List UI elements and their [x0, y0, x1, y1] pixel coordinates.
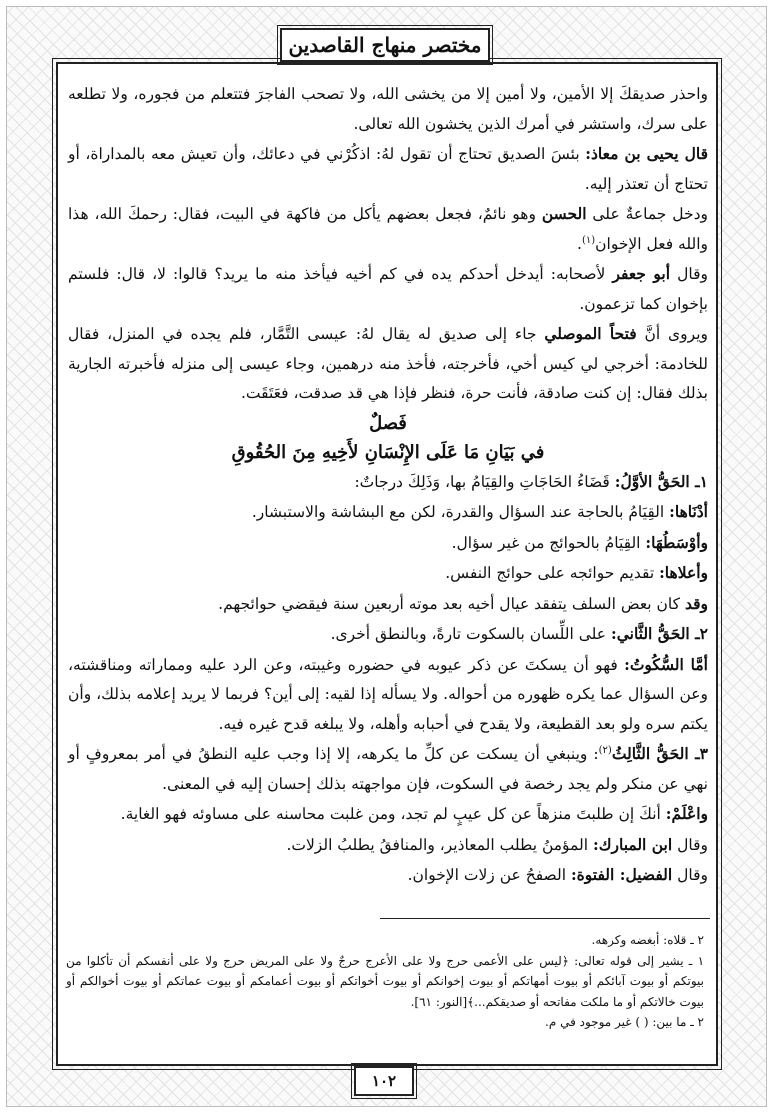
- paragraph-text: جاء إلى صديق له يقال لهُ: عيسى التَّمَّار، فلم يجده في المنزل، فقال للخادمة: أخرجي لي كيس أخي، فأخرجته، فأخذ منه درهمين، وجاء عيسى إلى منزله فأخبرته الجارية بذلك فقال: إن كنت صادقة، فأنت حرة، فنظر فإذا هي قد صدقت، فعَتَقَت.: [68, 325, 708, 402]
- degree-label: أدْنَاها:: [669, 502, 708, 521]
- paragraph-lead: واعْلَمْ:: [665, 804, 708, 823]
- right-heading: ٣ـ الحَقُّ الثَّالِثُ: [611, 744, 708, 763]
- paragraph-text: وقال: [670, 265, 709, 283]
- paragraph-text: كان بعض السلف يتفقد عيال أخيه بعد موته أربعين سنة فيقضي حوائجهم.: [218, 594, 685, 613]
- footnote-ref[interactable]: (١): [581, 234, 596, 246]
- right-heading: ١ـ الحَقُّ الأوَّلُ:: [614, 471, 708, 491]
- paragraph: [68, 497, 708, 528]
- page-number: ١٠٢: [371, 1072, 397, 1090]
- person-name: فتحاً الموصلي: [544, 324, 637, 343]
- page-number-box: [354, 1066, 414, 1096]
- header-box: [280, 28, 490, 62]
- paragraph: [68, 739, 708, 799]
- paragraph: [68, 319, 708, 409]
- paragraph: [68, 650, 708, 740]
- paragraph-text: لأصحابه: أيدخل أحدكم يده في كم أخيه فيأخذ منه ما يريد؟ قالوا: لا، قال: فلستم بإخوان كما تزعمون.: [68, 265, 708, 313]
- paragraph-text: القِيَامُ بالحوائج من غير سؤال.: [451, 533, 646, 552]
- paragraph-text: أنكَ إن طلبتَ منزهاً عن كل عيبٍ لم تجد، ومن غلبت محاسنه على مساوئه فهو الغاية.: [120, 805, 666, 823]
- paragraph-text: وهو نائمٌ، فجعل بعضهم يأكل من فاكهة في البيت، فقال: رحمكَ الله، هذا والله فعل الإخوان: [68, 205, 708, 253]
- person-name: أبو جعفر: [612, 264, 671, 283]
- main-text: [68, 80, 708, 891]
- paragraph-text: الصفحُ عن زلات الإخوان.: [407, 866, 571, 884]
- paragraph: [68, 830, 708, 861]
- paragraph-text: ودخل جماعةٌ على: [586, 205, 708, 223]
- section-heading: في بَيَانِ مَا عَلَى الإِنْسَانِ لأَخِيهِ مِنَ الحُقُوقِ: [231, 441, 545, 463]
- paragraph-text: قَضَاءُ الحَاجَاتِ والقِيَامُ بها، وَذَلِكَ درجاتٌ:: [354, 472, 615, 491]
- degree-label: وأعلاها:: [659, 563, 708, 582]
- book-title: مختصر منهاج القاصدين: [288, 33, 482, 57]
- paragraph-text: وقال: [672, 866, 708, 884]
- paragraph: واحذر صديقكَ إلا الأمين، ولا أمين إلا من يخشى الله، ولا تصحب الفاجرَ فتتعلم من فجوره، ولا تطلعه على سرك، واستشر في أمرك الذين يخشون الله تعالى.: [68, 85, 708, 133]
- section-marker: فَصلٌ: [369, 412, 407, 434]
- paragraph: [68, 799, 708, 830]
- right-heading: ٢ـ الحَقُّ الثَّاني:: [610, 624, 708, 643]
- footnote-ref[interactable]: (٢): [598, 744, 612, 756]
- footnote: ٢ ـ ما بين: ( ) غير موجود في م.: [545, 1015, 704, 1029]
- paragraph-text: المؤمنُ يطلب المعاذير، والمنافقُ يطلبُ الزلات.: [286, 835, 593, 854]
- subsection-label: أمَّا السُّكُوتُ:: [624, 654, 708, 674]
- quote-label: الفتوة:: [570, 865, 620, 884]
- paragraph-text: على اللِّسان بالسكوت تارةً، وبالنطق أخرى.: [330, 625, 611, 643]
- paragraph-text: تقديم حوائجه على حوائج النفس.: [445, 564, 660, 582]
- footnote: ١ ـ يشير إلى قوله تعالى: ﴿ليس على الأعمى حرج ولا على الأعرج حرجٌ ولا على المريض حرج ولا على أنفسكم أن تأكلوا من بيوتكم أو بيوت آبائكم أو بيوت أمهاتكم أو بيوت إخوانكم أو بيوت أخواتكم أو بيوت أعمامكم أو بيوت عماتكم أو بيوت أخوالكم أو بيوت خالاتكم أو ما ملكت مفاتحه أو صديقكم...﴾[النور: ٦١].: [66, 953, 705, 1009]
- punctuation: .: [577, 234, 582, 253]
- paragraph-lead: وقد: [684, 593, 708, 613]
- paragraph-text: وقال: [672, 835, 708, 854]
- degree-label: وأوْسَطُهَا:: [645, 532, 708, 552]
- paragraph-text: فهو أن يسكتَ عن ذكر عيوبه في حضوره وغيبته، وعن الرد عليه ومماراته ومناقشته، وعن السؤال عما يكره ظهوره من أحواله. ولا يسأله إذا لقيه: إلى أين؟ فربما لا يريد إعلامه بذلك، وأن يكتم سره ولو بعد القطيعة، ولا يقدح في أحبابه وأهله، ولا يبلغه قدح غيره فيه.: [68, 655, 708, 733]
- paragraph: [68, 199, 708, 259]
- paragraph: [68, 528, 708, 559]
- footnotes: [66, 930, 704, 1033]
- paragraph: [68, 139, 708, 199]
- paragraph-text: : وينبغي أن يسكت عن كلِّ ما يكرهه، إلا إذا وجب عليه النطقُ في أمر بمعروفٍ أو نهي عن منكر ولم يجد رخصة في السكوت، فإن مواجهته بذلك إحسان إليه في المعنى.: [68, 745, 708, 793]
- footnote: ٢ ـ قلاه: أبغضه وكرهه.: [591, 933, 704, 947]
- paragraph: [68, 860, 708, 891]
- paragraph-text: القِيَامُ بالحاجة عند السؤال والقدرة، لكن مع البشاشة والاستبشار.: [251, 503, 670, 521]
- speaker-name: قال يحيى بن معاذ:: [585, 144, 708, 163]
- footnote-divider: [380, 918, 710, 919]
- paragraph: [68, 589, 708, 620]
- paragraph-text: بئسَ الصديق تحتاج أن تقول لهُ: اذكُرْني في دعائك، وأن تعيش معه بالمداراة، أو تحتاج أن تعتذر إليه.: [68, 145, 708, 193]
- paragraph-text: ويروى أنَّ: [636, 325, 708, 343]
- paragraph: [68, 467, 708, 498]
- person-name: الحسن: [541, 204, 587, 223]
- paragraph: [68, 558, 708, 589]
- paragraph: [68, 619, 708, 650]
- person-name: الفضيل:: [619, 865, 673, 884]
- person-name: ابن المبارك:: [592, 834, 673, 854]
- paragraph: [68, 259, 708, 319]
